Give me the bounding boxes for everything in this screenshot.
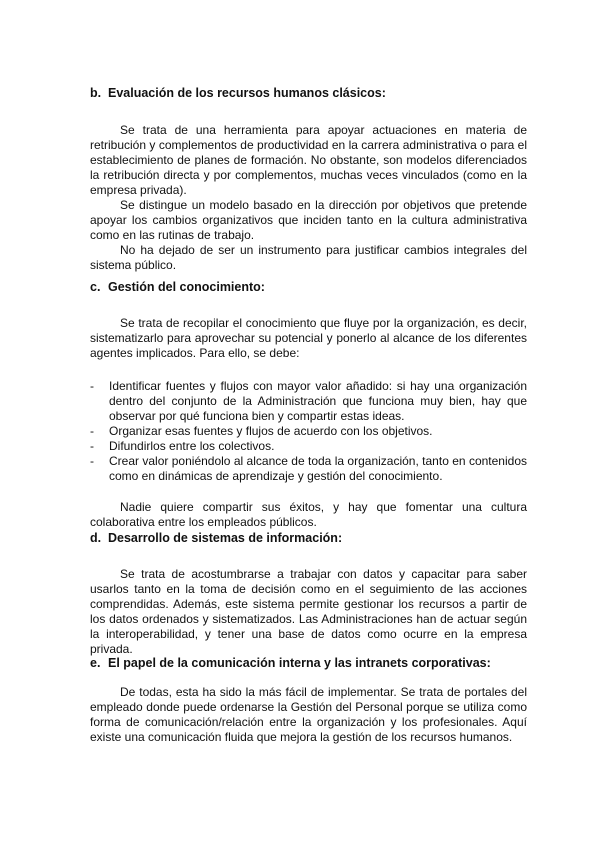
section-b [90,86,527,273]
bullet-dash: - [90,454,94,468]
section-letter: b. [90,86,102,100]
bullet-dash: - [90,439,94,453]
paragraph: Se trata de acostumbrarse a trabajar con datos y capacitar para saber usarlos tanto en la toma de decisión como en el seguimiento de las acciones comprendidas. Además, este sistema permite gestionar los recursos a partir de los datos ordenados y sistematizados. Las Administraciones han de actuar según la interoperabilidad, y tener una base de datos como ocurre en la empresa privada. [90,567,527,656]
section-letter: e. [90,656,101,670]
bullet-dash: - [90,424,94,438]
list-item-text: Identificar fuentes y flujos con mayor valor añadido: si hay una organización dentro del conjunto de la Administración que funciona muy bien, hay que observar por qué funciona bien y compartir estas ideas. [109,379,527,423]
paragraph: Se trata de recopilar el conocimiento que fluye por la organización, es decir, sistematizarlo para aprovechar su potencial y ponerlo al alcance de los diferentes agentes implicados. Para ello, se debe: [90,316,527,360]
list-item [90,424,527,439]
list-item-text: Organizar esas fuentes y flujos de acuerdo con los objetivos. [109,424,433,438]
section-e [90,656,527,745]
section-heading [90,531,527,546]
section-title: Desarrollo de sistemas de información: [108,531,343,545]
list-item-text: Difundirlos entre los colectivos. [109,439,275,453]
list-item-text: Crear valor poniéndolo al alcance de toda la organización, tanto en contenidos como en dinámicas de aprendizaje y gestión del conocimiento. [109,454,527,483]
paragraph: De todas, esta ha sido la más fácil de implementar. Se trata de portales del empleado donde puede ordenarse la Gestión del Personal porque se utiliza como forma de comunicación/relación entre la organización y los profesionales. Aquí existe una comunicación fluida que mejora la gestión de los recursos humanos. [90,685,527,744]
section-title: Evaluación de los recursos humanos clásicos: [108,86,386,100]
section-heading [90,656,527,671]
section-title: Gestión del conocimiento: [108,280,265,294]
list-item [90,439,527,454]
section-c [90,280,527,530]
section-heading [90,86,527,101]
bullet-dash: - [90,379,94,393]
list-item [90,379,527,424]
paragraph: Nadie quiere compartir sus éxitos, y hay que fomentar una cultura colaborativa entre los empleados públicos. [90,500,527,529]
section-heading [90,280,527,295]
section-title: El papel de la comunicación interna y las intranets corporativas: [108,656,491,670]
paragraph: Se distingue un modelo basado en la dirección por objetivos que pretende apoyar los cambios organizativos que inciden tanto en la cultura administrativa como en las rutinas de trabajo. [90,198,527,242]
section-letter: d. [90,531,102,545]
paragraph: Se trata de una herramienta para apoyar actuaciones en materia de retribución y complementos de productividad en la carrera administrativa o para el establecimiento de planes de formación. No obstante, son modelos diferenciados la retribución directa y por complementos, muchas veces vinculados (como en la empresa privada). [90,123,527,197]
section-d [90,531,527,657]
paragraph: No ha dejado de ser un instrumento para justificar cambios integrales del sistema público. [90,243,527,272]
list-item [90,454,527,484]
section-letter: c. [90,280,101,294]
bullet-list [90,379,527,484]
